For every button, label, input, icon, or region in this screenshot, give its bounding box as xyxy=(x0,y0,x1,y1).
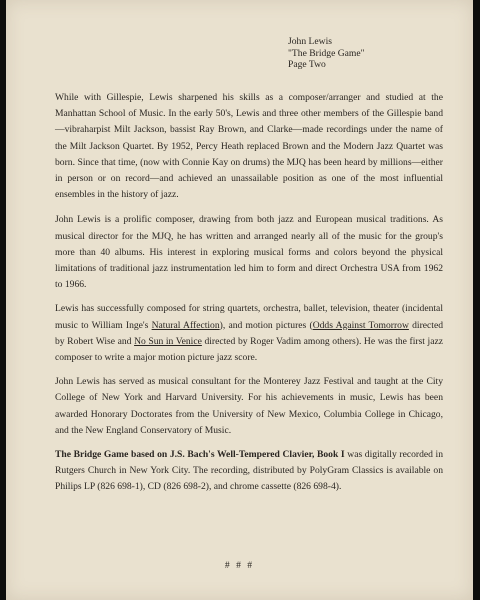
header-title: "The Bridge Game" xyxy=(288,47,365,59)
paragraph-composer: John Lewis is a prolific composer, drawing from both jazz and European musical traditions. As musical director for the MJQ, he has written and arranged nearly all of the music for the group's more than 40 albums. His interest in exploring musical forms and colors beyond the physical limitations of traditional jazz instrumentation led him to form and direct Orchestra USA from 1962 to 1966. xyxy=(55,214,443,291)
title-odds-against-tomorrow: Odds Against Tomorrow xyxy=(312,319,409,331)
paragraph-compositions xyxy=(55,301,443,366)
document-page xyxy=(6,0,473,600)
paragraph-gillespie-mjq: While with Gillespie, Lewis sharpened his skills as a composer/arranger and studied at the Manhattan School of Music. In the early 50's, Lewis and three other members of the Gillespie band—vibraharpist Milt Jackson, bassist Ray Brown, and Clarke—made recordings under the name of the Milt Jackson Quartet. By 1952, Percy Heath replaced Brown and the Modern Jazz Quartet was born. Since that time, (now with Connie Kay on drums) the MJQ has been heard by millions—either in person or on record—and achieved an unassailable position as one of the most influential ensembles in the history of jazz. xyxy=(55,92,443,201)
paragraph-consultant: John Lewis has served as musical consultant for the Monterey Jazz Festival and taught at the City College of New York and Harvard University. For his achievements in music, Lewis has been awarded Honorary Doctorates from the University of New Mexico, Columbia College in Chicago, and the New England Conservatory of Music. xyxy=(55,376,443,436)
recording-text: was digitally recorded in Rutgers Church in New York City. The recording, distributed by PolyGram Classics is available on Philips LP (826 698-1), CD (826 698-2), and chrome cassette (826 698-4). xyxy=(55,449,443,493)
header-page-number: Page Two xyxy=(288,59,326,70)
document-body xyxy=(55,90,443,496)
compositions-text-3: directed by Robert Wise and xyxy=(55,319,443,347)
compositions-text-1: Lewis has successfully composed for string quartets, orchestra, ballet, television, theater (incidental music to William Inge's xyxy=(55,303,443,331)
paragraph-recording xyxy=(55,447,443,496)
compositions-text-4: directed by Roger Vadim among others). He was the first jazz composer to write a major motion picture jazz score. xyxy=(55,335,443,364)
title-natural-affection: Natural Affection xyxy=(151,319,220,331)
header-author: John Lewis xyxy=(288,36,332,47)
page-header xyxy=(288,36,365,71)
compositions-text-2: ), and motion pictures ( xyxy=(219,319,313,331)
title-no-sun-in-venice: No Sun in Venice xyxy=(134,335,202,347)
end-mark: # # # xyxy=(224,560,255,571)
recording-title-bold: The Bridge Game based on J.S. Bach's Well-Tempered Clavier, Book I xyxy=(55,449,345,461)
